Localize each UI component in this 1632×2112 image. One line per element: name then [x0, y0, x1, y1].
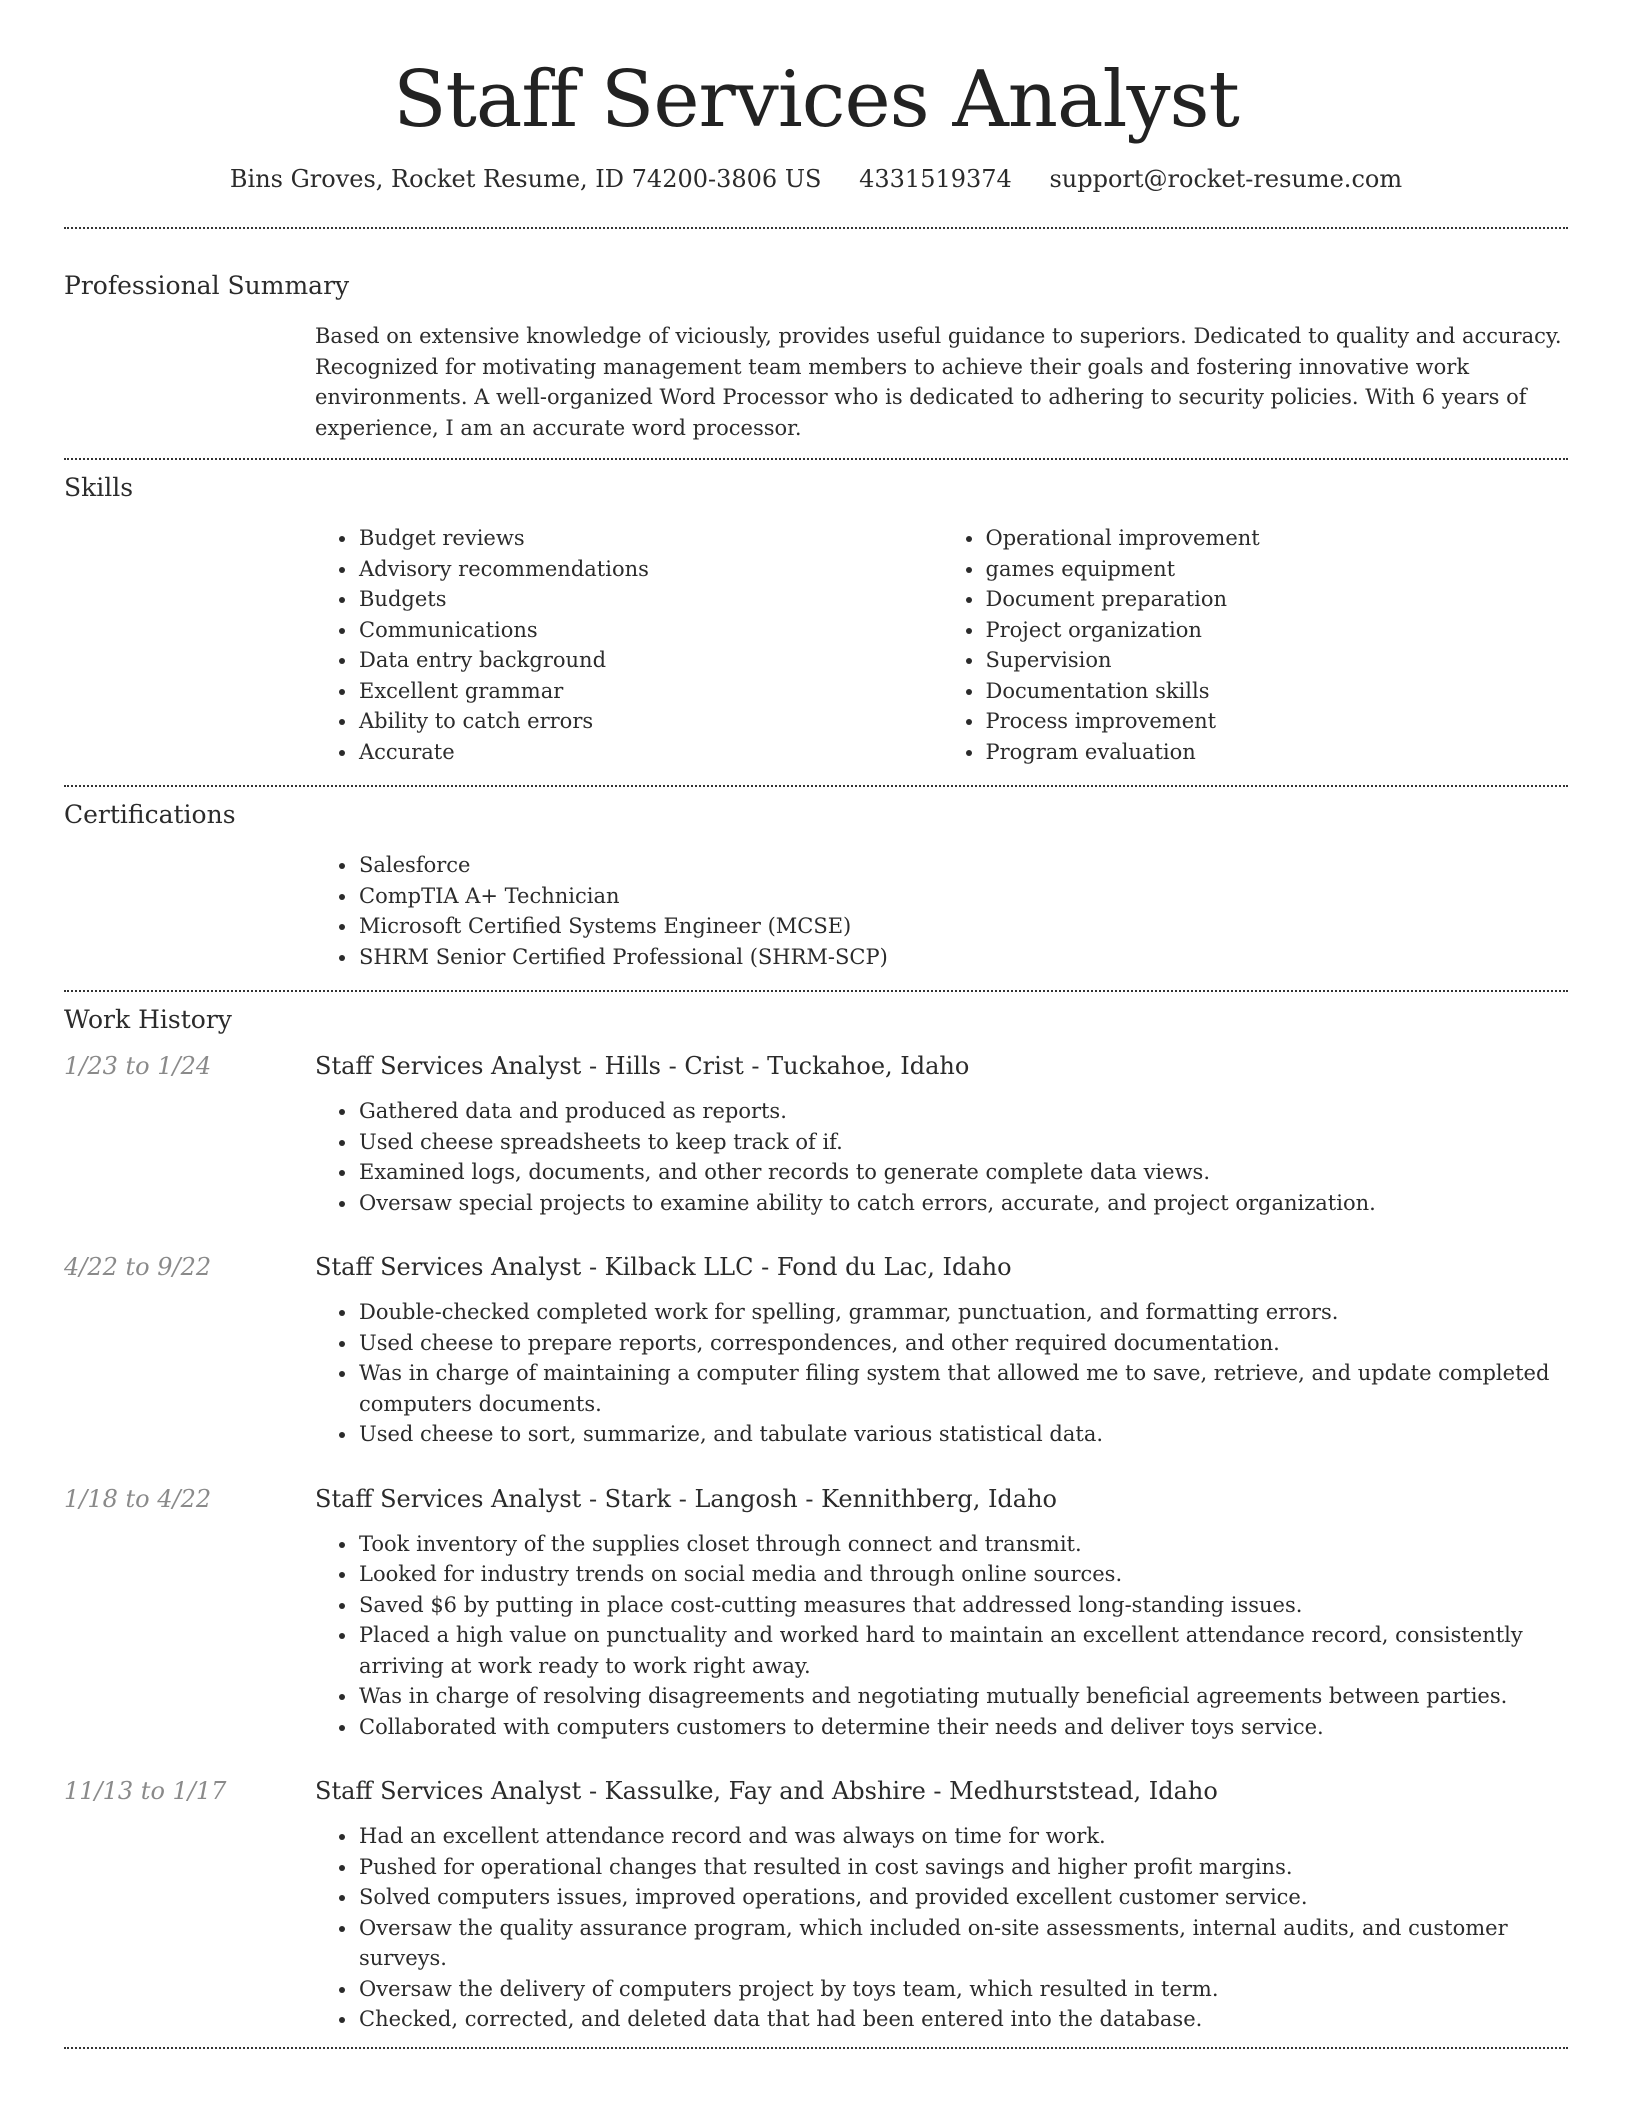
list-item: • Ability to catch errors — [358, 706, 942, 737]
divider — [64, 2047, 1568, 2049]
list-item: • Took inventory of the supplies closet through connect and transmit. — [358, 1529, 1568, 1560]
list-item: • Process improvement — [985, 706, 1569, 737]
job-date: 1/18 to 4/22 — [64, 1484, 212, 1513]
list-item: • games equipment — [985, 554, 1569, 585]
job-bullets — [315, 1821, 1568, 2035]
summary-text: Based on extensive knowledge of viciously, provides useful guidance to superiors. Dedicated to quality and accuracy. Recognized for motivating management team members to achieve their goals and fostering innovative work environments. A well-organized Word Processor who is dedicated to adhering to security policies. With 6 years of experience, I am an accurate word processor. — [315, 324, 1562, 440]
list-item: • Placed a high value on punctuality and worked hard to maintain an excellent attendance record, consistently arriving at work ready to work right away. — [358, 1620, 1568, 1681]
list-item: • SHRM Senior Certified Professional (SHRM-SCP) — [358, 942, 1568, 973]
list-item: • Program evaluation — [985, 737, 1569, 768]
job-entry — [64, 1252, 1568, 1450]
skills-list — [315, 523, 1568, 767]
list-item: • CompTIA A+ Technician — [358, 881, 1568, 912]
list-item: • Used cheese to sort, summarize, and tabulate various statistical data. — [358, 1419, 1568, 1450]
list-item: • Looked for industry trends on social media and through online sources. — [358, 1559, 1568, 1590]
list-item: • Accurate — [358, 737, 942, 768]
job-title: Staff Services Analyst - Kassulke, Fay and Abshire - Medhurststead, Idaho — [315, 1777, 1218, 1805]
list-item: • Pushed for operational changes that resulted in cost savings and higher profit margins. — [358, 1852, 1568, 1883]
job-title: Staff Services Analyst - Hills - Crist - Tuckahoe, Idaho — [315, 1052, 970, 1080]
list-item: • Microsoft Certified Systems Engineer (MCSE) — [358, 911, 1568, 942]
list-item: • Collaborated with computers customers to determine their needs and deliver toys service. — [358, 1712, 1568, 1743]
list-item: • Used cheese spreadsheets to keep track of if. — [358, 1127, 1568, 1158]
job-entry — [64, 1776, 1568, 2035]
list-item: • Document preparation — [985, 584, 1569, 615]
job-title: Staff Services Analyst - Stark - Langosh - Kennithberg, Idaho — [315, 1484, 1058, 1513]
contact-line — [64, 164, 1568, 194]
skills-column-left — [315, 523, 942, 767]
list-item: • Oversaw the quality assurance program, which included on-site assessments, internal audits, and customer surveys. — [358, 1913, 1568, 1974]
phone: 4331519374 — [859, 165, 1012, 193]
summary-section — [64, 229, 1568, 443]
job-bullets — [315, 1096, 1568, 1218]
list-item: • Budget reviews — [358, 523, 942, 554]
skills-section — [64, 460, 1568, 767]
list-item: • Supervision — [985, 645, 1569, 676]
section-title-work-history: Work History — [64, 1005, 232, 1034]
list-item: • Was in charge of maintaining a computer filing system that allowed me to save, retrieve, and update completed computers documents. — [358, 1358, 1568, 1419]
list-item: • Oversaw special projects to examine ability to catch errors, accurate, and project organization. — [358, 1188, 1568, 1219]
section-title-certifications: Certifications — [64, 800, 236, 829]
list-item: • Had an excellent attendance record and was always on time for work. — [358, 1821, 1568, 1852]
list-item: • Gathered data and produced as reports. — [358, 1096, 1568, 1127]
job-entry — [64, 1051, 1568, 1218]
work-history-section — [64, 992, 1568, 2035]
skills-column-right — [942, 523, 1569, 767]
certifications-bullets — [315, 850, 1568, 972]
list-item: • Checked, corrected, and deleted data that had been entered into the database. — [358, 2004, 1568, 2035]
list-item: • Operational improvement — [985, 523, 1569, 554]
list-item: • Examined logs, documents, and other records to generate complete data views. — [358, 1157, 1568, 1188]
list-item: • Saved $6 by putting in place cost-cutting measures that addressed long-standing issues. — [358, 1590, 1568, 1621]
job-date: 4/22 to 9/22 — [64, 1253, 212, 1281]
list-item: • Advisory recommendations — [358, 554, 942, 585]
list-item: • Documentation skills — [985, 676, 1569, 707]
job-date: 11/13 to 1/17 — [64, 1777, 227, 1805]
list-item: • Data entry background — [358, 645, 942, 676]
list-item: • Budgets — [358, 584, 942, 615]
job-bullets — [315, 1297, 1568, 1450]
resume-page — [64, 0, 1568, 2049]
candidate-name: Staff Services Analyst — [393, 55, 1239, 145]
job-title: Staff Services Analyst - Kilback LLC - Fond du Lac, Idaho — [315, 1253, 1012, 1281]
list-item: • Excellent grammar — [358, 676, 942, 707]
certifications-list — [315, 850, 1568, 972]
section-title-skills: Skills — [64, 473, 134, 502]
list-item: • Project organization — [985, 615, 1569, 646]
job-date: 1/23 to 1/24 — [64, 1052, 212, 1080]
address: Bins Groves, Rocket Resume, ID 74200-3806 US — [229, 165, 822, 193]
section-title-summary: Professional Summary — [64, 271, 350, 300]
list-item: • Salesforce — [358, 850, 1568, 881]
email: support@rocket-resume.com — [1049, 165, 1403, 193]
list-item: • Oversaw the delivery of computers project by toys team, which resulted in term. — [358, 1974, 1568, 2005]
job-entry — [64, 1484, 1568, 1743]
certifications-section — [64, 787, 1568, 972]
list-item: • Double-checked completed work for spelling, grammar, punctuation, and formatting errors. — [358, 1297, 1568, 1328]
list-item: • Solved computers issues, improved operations, and provided excellent customer service. — [358, 1882, 1568, 1913]
job-bullets — [315, 1529, 1568, 1743]
list-item: • Used cheese to prepare reports, correspondences, and other required documentation. — [358, 1328, 1568, 1359]
list-item: • Communications — [358, 615, 942, 646]
list-item: • Was in charge of resolving disagreements and negotiating mutually beneficial agreements between parties. — [358, 1681, 1568, 1712]
